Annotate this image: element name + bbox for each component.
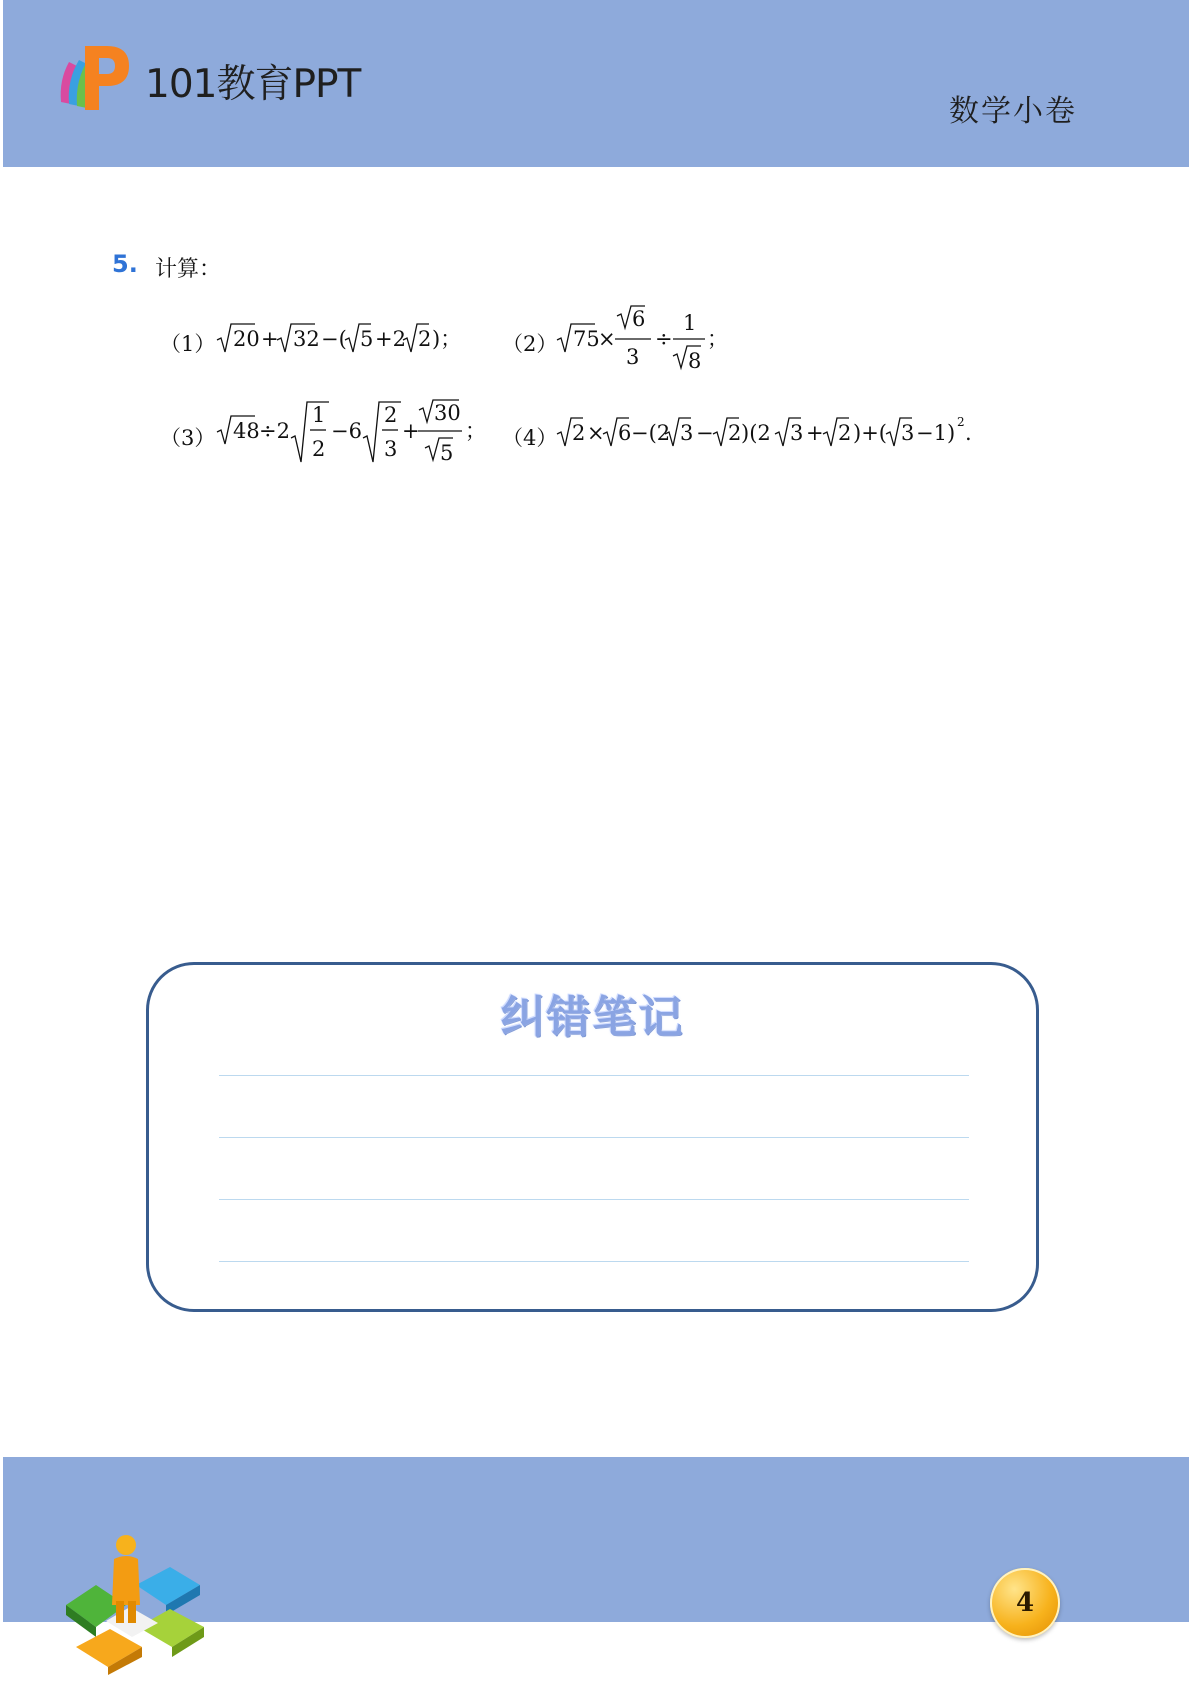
svg-text:20: 20 [233,327,260,351]
problem-2-expression [555,306,728,376]
problem-2-label: （2） [502,332,558,356]
svg-text:3: 3 [626,345,640,369]
svg-text:−(2: −(2 [631,421,671,445]
svg-text:−(: −( [321,327,347,351]
svg-text:1: 1 [683,311,697,335]
svg-text:2: 2 [384,403,398,427]
svg-text:+: + [806,421,824,445]
problem-4-label: （4） [502,426,558,450]
svg-text:÷: ÷ [655,327,673,351]
svg-text:2: 2 [957,415,965,429]
svg-text:；: ； [707,327,728,351]
svg-text:5: 5 [440,441,454,465]
svg-text:−6: −6 [331,419,362,443]
svg-text:−: − [696,421,714,445]
svg-text:2: 2 [728,421,742,445]
svg-text:)；: )； [432,327,462,351]
svg-text:)(2: )(2 [741,421,771,445]
svg-text:5: 5 [360,327,374,351]
problem-1-expression [215,318,475,358]
logo-icon [55,40,131,116]
svg-text:2: 2 [572,421,586,445]
page-number-badge: 4 [990,1568,1060,1638]
svg-text:1: 1 [312,403,326,427]
svg-text:×: × [587,421,605,445]
svg-text:75: 75 [573,327,600,351]
svg-text:+2: +2 [375,327,406,351]
writing-line [219,1199,969,1200]
svg-text:3: 3 [901,421,915,445]
svg-text:32: 32 [293,327,320,351]
svg-text:8: 8 [688,349,702,373]
svg-text:30: 30 [434,401,461,425]
svg-text:48: 48 [233,419,260,443]
svg-text:；: ； [465,419,486,443]
correction-notes-box [146,962,1039,1312]
svg-text:÷2: ÷2 [259,419,290,443]
svg-text:6: 6 [618,421,632,445]
svg-text:+: + [402,419,420,443]
svg-text:+: + [261,327,279,351]
svg-text:×: × [598,327,616,351]
question-number: 5. [112,250,138,278]
svg-text:2: 2 [838,421,852,445]
writing-line [219,1137,969,1138]
svg-text:)+(: )+( [853,421,887,445]
writing-line [219,1261,969,1262]
question-prompt: 计算： [155,257,222,282]
svg-text:3: 3 [790,421,804,445]
logo-text: 101教育PPT [145,62,361,107]
problem-3-label: （3） [160,426,216,450]
svg-text:.: . [965,421,972,445]
problem-3-expression [215,398,485,472]
notes-title: 纠错笔记 [500,992,685,1043]
svg-text:3: 3 [384,437,398,461]
problem-1-label: （1） [160,332,216,356]
learning-figure-icon [66,1535,216,1675]
svg-text:2: 2 [418,327,432,351]
page-title: 数学小卷 [949,94,1077,129]
writing-line [219,1075,969,1076]
svg-text:3: 3 [680,421,694,445]
svg-text:6: 6 [632,307,646,331]
svg-text:2: 2 [312,437,326,461]
problem-4-expression [555,412,995,454]
svg-text:−1): −1) [916,421,956,445]
